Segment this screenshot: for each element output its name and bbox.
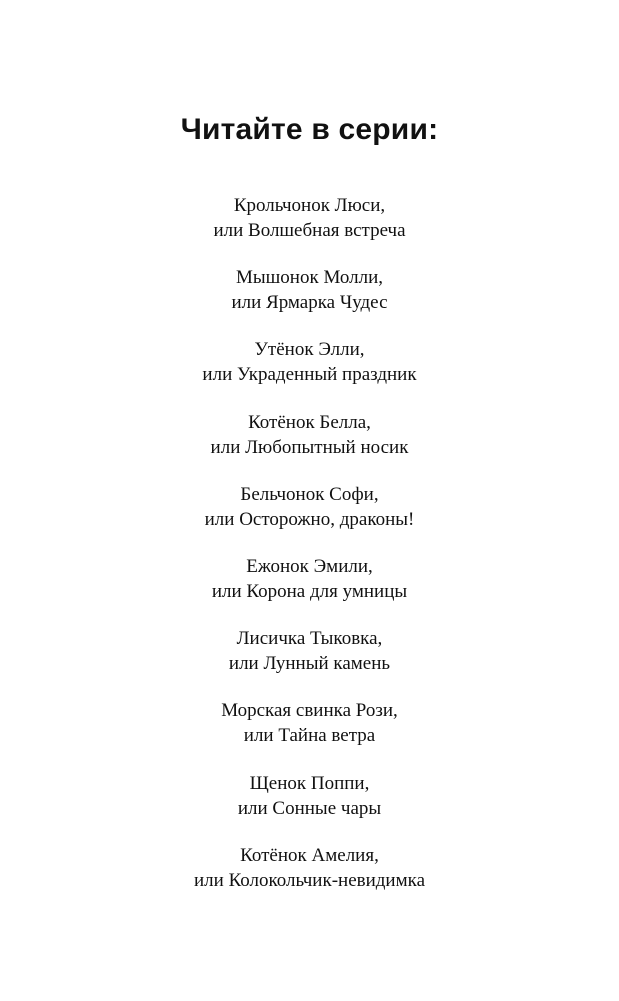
book-subtitle: или Лунный камень bbox=[228, 653, 391, 675]
book-entry bbox=[0, 843, 619, 915]
book-subtitle: или Тайна ветра bbox=[243, 725, 376, 747]
book-title: Щенок Поппи, bbox=[249, 772, 370, 794]
book-entry bbox=[0, 626, 619, 698]
book-entry bbox=[0, 193, 619, 265]
book-subtitle: или Волшебная встреча bbox=[213, 220, 406, 241]
book-title: Мышонок Молли, bbox=[236, 267, 383, 289]
book-title: Котёнок Амелия, bbox=[240, 844, 379, 866]
book-entry bbox=[0, 337, 619, 409]
book-subtitle: или Колокольчик-невидимка bbox=[194, 869, 425, 891]
book-entry bbox=[0, 265, 619, 337]
book-title: Утёнок Элли, bbox=[254, 339, 365, 361]
book-subtitle: или Сонные чары bbox=[237, 797, 382, 819]
book-subtitle: или Украденный праздник bbox=[202, 364, 417, 386]
book-title: Лисичка Тыковка, bbox=[236, 628, 383, 650]
book-subtitle: или Ярмарка Чудес bbox=[231, 292, 388, 314]
book-title: Крольчонок Люси, bbox=[233, 195, 386, 216]
book-subtitle: или Корона для умницы bbox=[211, 580, 408, 602]
book-entry bbox=[0, 482, 619, 554]
book-title: Ежонок Эмили, bbox=[246, 555, 373, 577]
book-entry bbox=[0, 410, 619, 482]
book-title: Бельчонок Софи, bbox=[240, 483, 379, 505]
page-heading: Читайте в серии: bbox=[180, 113, 439, 146]
book-title: Морская свинка Рози, bbox=[221, 700, 398, 722]
series-book-list bbox=[0, 193, 619, 915]
book-entry bbox=[0, 698, 619, 770]
book-title: Котёнок Белла, bbox=[248, 411, 371, 433]
book-entry bbox=[0, 771, 619, 843]
book-subtitle: или Осторожно, драконы! bbox=[204, 508, 415, 530]
book-entry bbox=[0, 554, 619, 626]
book-subtitle: или Любопытный носик bbox=[210, 436, 409, 458]
